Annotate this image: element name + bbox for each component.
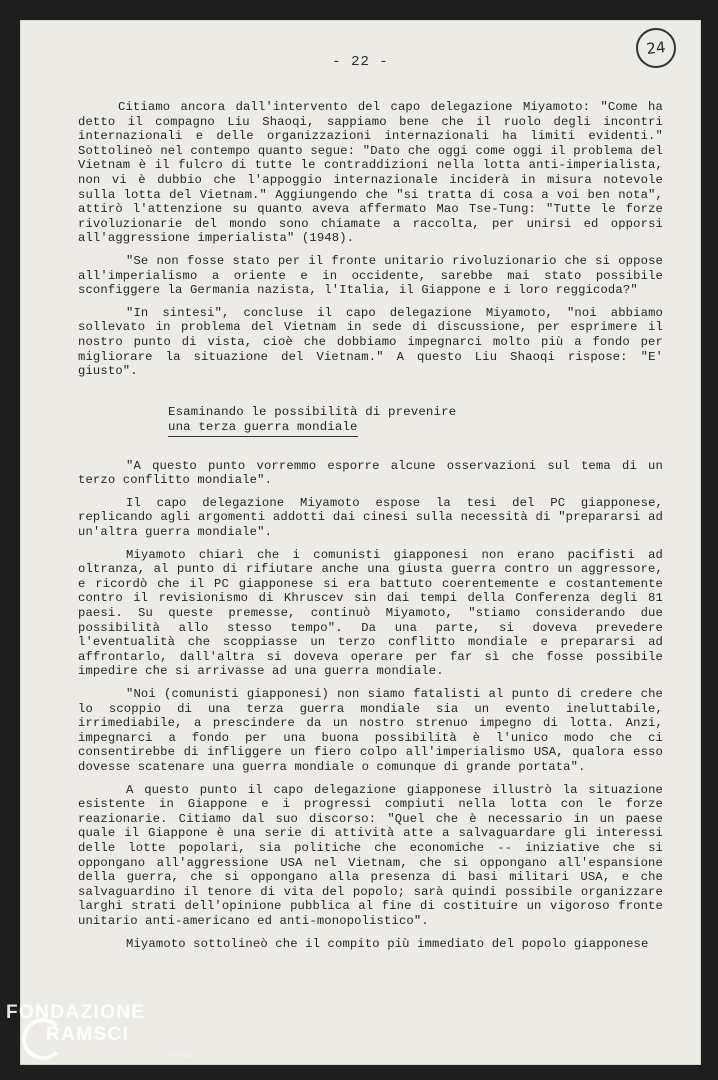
- paragraph: Il capo delegazione Miyamoto espose la tesi del PC giapponese, replicando agli argomenti addotti dai cinesi sulla necessità di "prepararsi ad un'altra guerra mondiale".: [78, 495, 663, 540]
- section-heading-line1: Esaminando le possibilità di prevenire: [168, 404, 457, 419]
- paragraph: "Noi (comunisti giapponesi) non siamo fatalisti al punto di credere che lo scoppio di una terza guerra mondiale sia un evento ineluttabile, irrimediabile, a prescindere da un nostro strenuo impegno di lotta. Anzi, impegnarci a fondo per una buona possibilità è l'unico modo che ci consentirebbe di infliggere un fiero colpo all'imperialismo USA, qualora esso dovesse scatenare una guerra mondiale o comunque di grande portata".: [78, 687, 663, 774]
- archive-page-number: 24: [634, 26, 678, 70]
- section-heading-line2: una terza guerra mondiale: [168, 420, 358, 437]
- watermark-line2: RAMSCI: [46, 1024, 130, 1045]
- watermark-logo: [6, 1002, 206, 1046]
- page-number: - 22 -: [332, 54, 389, 70]
- section-heading: [168, 405, 663, 437]
- paragraph: A questo punto il capo delegazione giapponese illustrò la situazione esistente in Giappone e i progressi compiuti nella lotta con le forze reazionarie. Citiamo dal suo discorso: "Quel che è necessario in un paese quale il Giappone è una serie di attività atte a salvaguardare gli interessi delle lotte popolari, sia politiche che economiche -- iniziative che si oppongano all'aggressione USA nel Vietnam, che si oppongano all'espansione della guerra, che si oppongano alla presenza di basi militari USA, e che salvaguardino il tenore di vita del popolo; sarà quindi possibile organizzare larghi strati dell'opinione pubblica al fine di costituire un vigoroso fronte unitario anti-americano ed anti-monopolistico".: [78, 782, 663, 928]
- document-page: [20, 20, 701, 1065]
- paragraph: "In sintesi", concluse il capo delegazione Miyamoto, "noi abbiamo sollevato in problema del Vietnam in sede di discussione, per esprimere il nostro punto di vista, cioè che dobbiamo impegnarci molto più a fondo per migliorare la situazione del Vietnam." A questo Liu Shaoqi rispose: "E' giusto".: [78, 305, 663, 379]
- body-text: [78, 100, 663, 959]
- paragraph: Citiamo ancora dall'intervento del capo delegazione Miyamoto: "Come ha detto il compagno Liu Shaoqi, sappiamo bene che il ruolo degli incontri internazionali e delle organizzazioni internazionali ha limiti evidenti." Sottolineò nel contempo quanto segue: "Dato che oggi come oggi il problema del Vietnam è il fulcro di tutte le contraddizioni nella lotta anti-imperialista, non vi è dubbio che l'appoggio internazionale inciderà in misura notevole sulla lotta del Vietnam." Aggiungendo che "si tratta di cosa a voi ben nota", attirò l'attenzione su quanto aveva affermato Mao Tse-Tung: "Tutte le forze rivoluzionarie del mondo sono chiamate a raccolta, per unirsi ed opporsi all'aggressione imperialista" (1948).: [78, 100, 663, 246]
- paragraph: "A questo punto vorremmo esporre alcune osservazioni sul tema di un terzo conflitto mondiale".: [78, 458, 663, 488]
- paragraph: Miyamoto chiarì che i comunisti giapponesi non erano pacifisti ad oltranza, al punto di rifiutare anche una giusta guerra contro un aggressore, e ricordò che il PC giapponese si era battuto coerentemente e costantemente contro il revisionismo di Khruscev sin dai tempi della Conferenza degli 81 paesi. Su queste premesse, continuò Miyamoto, "stiamo considerando due possibilità allo stesso tempo". Da una parte, si doveva prevedere l'eventualità che scoppiasse un terzo conflitto mondiale e prepararsi ad affrontarlo, dall'altra si doveva operare per far sì che fosse possibile impedire che si arrivasse ad una guerra mondiale.: [78, 547, 663, 679]
- paragraph: "Se non fosse stato per il fronte unitario rivoluzionario che si oppose all'imperialismo a oriente e in occidente, sarebbe mai stato possibile sconfiggere la Germania nazista, l'Italia, il Giappone e i loro reggicoda?": [78, 253, 663, 298]
- watermark-line1: FONDAZIONE: [6, 1002, 146, 1023]
- paragraph: Miyamoto sottolineò che il compito più immediato del popolo giapponese: [126, 936, 649, 951]
- watermark-suffix: onlus: [168, 1050, 193, 1059]
